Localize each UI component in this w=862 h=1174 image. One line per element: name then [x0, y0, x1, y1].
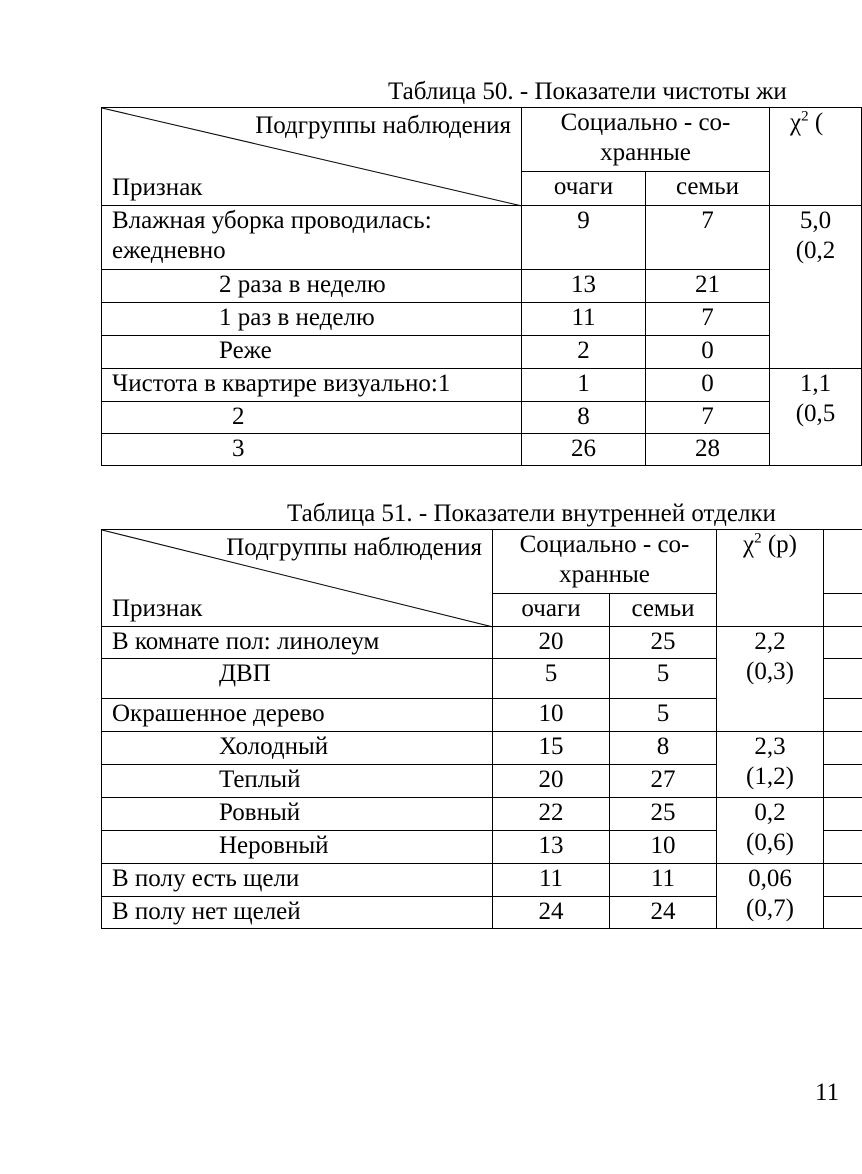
extra-col-cell [824, 594, 862, 627]
cell-ochagi: 22 [493, 798, 610, 831]
chi-cell [717, 798, 824, 864]
row-label: Окрашенное дерево [102, 699, 493, 732]
table-row [102, 402, 862, 434]
table-51-caption: Таблица 51. - Показатели внутренней отделки [287, 500, 776, 527]
table-51-corner-header [102, 530, 493, 627]
table-row [102, 434, 862, 466]
table-50 [101, 107, 862, 466]
chi-cell [717, 864, 824, 929]
header-col-semi: семьи [610, 594, 717, 627]
cell-semi: 21 [646, 270, 770, 303]
chi-cell [717, 732, 824, 798]
chi-suffix: ( [808, 109, 824, 136]
cell-semi: 10 [610, 831, 717, 864]
table-row [102, 732, 862, 765]
cell-semi: 8 [610, 732, 717, 765]
extra-col-cell [824, 699, 862, 732]
chi-cell [770, 369, 862, 466]
table-row [102, 303, 862, 336]
extra-col-cell [824, 732, 862, 765]
chi-sup: 2 [754, 530, 762, 547]
chi-p: (1,2) [746, 763, 794, 790]
chi-cell [770, 206, 862, 369]
cell-semi: 24 [610, 897, 717, 929]
cell-ochagi: 20 [493, 627, 610, 659]
chi-value: 1,1 [799, 370, 832, 397]
row-label: Холодный [102, 732, 493, 765]
header-col-ochagi: очаги [493, 594, 610, 627]
chi-p: (0,3) [746, 658, 794, 685]
cell-ochagi: 11 [493, 864, 610, 897]
cell-ochagi: 10 [493, 699, 610, 732]
cell-semi: 7 [646, 303, 770, 336]
cell-semi: 5 [610, 699, 717, 732]
extra-col-cell [824, 627, 862, 659]
cell-ochagi: 9 [522, 206, 646, 270]
row-label: Неровный [102, 831, 493, 864]
cell-ochagi: 13 [493, 831, 610, 864]
chi-sup: 2 [801, 108, 809, 125]
chi-p: (0,6) [746, 829, 794, 856]
cell-semi: 7 [646, 206, 770, 270]
row-label: В полу есть щели [102, 864, 493, 897]
header-feature: Признак [112, 174, 203, 201]
chi-value: 2,2 [754, 628, 786, 655]
cell-semi: 27 [610, 765, 717, 798]
header-group: Социально - со-хранные [522, 108, 770, 172]
header-subgroups: Подгруппы наблюдения [226, 534, 482, 561]
row-label: В комнате пол: линолеум [102, 627, 493, 659]
chi-value: 2,3 [754, 733, 786, 760]
cell-ochagi: 20 [493, 765, 610, 798]
row-label: 2 [102, 402, 522, 434]
cell-ochagi: 26 [522, 434, 646, 466]
chi-value: 0,06 [748, 865, 792, 892]
cell-ochagi: 15 [493, 732, 610, 765]
chi-p: (0,7) [746, 895, 794, 922]
chi-p: (0,2 [795, 237, 836, 264]
table-row [102, 627, 862, 659]
extra-col-cell [824, 765, 862, 798]
row-label: 3 [102, 434, 522, 466]
chi-suffix: (р) [761, 531, 797, 558]
row-label: 1 раз в неделю [102, 303, 522, 336]
header-feature: Признак [112, 595, 203, 622]
cell-ochagi: 24 [493, 897, 610, 929]
chi-symbol: χ [790, 109, 802, 136]
cell-semi: 25 [610, 627, 717, 659]
table-row [102, 864, 862, 897]
header-chi [770, 108, 862, 206]
table-50-corner-header [102, 108, 522, 206]
row-label: Теплый [102, 765, 493, 798]
extra-col-cell [824, 659, 862, 699]
cell-semi: 7 [646, 402, 770, 434]
table-50-caption: Таблица 50. - Показатели чистоты жи [388, 78, 787, 105]
extra-col-cell [824, 897, 862, 929]
page-number: 11 [815, 1079, 840, 1106]
extra-col-cell [824, 864, 862, 897]
table-row [102, 270, 862, 303]
table-51 [101, 529, 862, 929]
table-row [102, 369, 862, 402]
header-group: Социально - со-хранные [493, 530, 717, 594]
chi-value: 5,0 [799, 207, 832, 234]
header-col-ochagi: очаги [522, 172, 646, 206]
cell-ochagi: 1 [522, 369, 646, 402]
cell-ochagi: 8 [522, 402, 646, 434]
table-row [102, 206, 862, 270]
extra-col-cell [824, 831, 862, 864]
chi-symbol: χ [742, 531, 755, 558]
chi-cell [717, 627, 824, 732]
row-label: Реже [102, 336, 522, 369]
row-label: Чистота в квартире визуально:1 [102, 369, 522, 402]
chi-p: (0,5 [795, 400, 836, 427]
table-row [102, 336, 862, 369]
row-label: Влажная уборка проводилась: ежедневно [102, 206, 522, 270]
cell-ochagi: 11 [522, 303, 646, 336]
extra-col-cell [824, 798, 862, 831]
cell-semi: 11 [610, 864, 717, 897]
header-col-semi: семьи [646, 172, 770, 206]
extra-col-cell [824, 530, 862, 594]
cell-ochagi: 2 [522, 336, 646, 369]
row-label: В полу нет щелей [102, 897, 493, 929]
row-label: ДВП [102, 659, 493, 699]
cell-semi: 25 [610, 798, 717, 831]
row-label: Ровный [102, 798, 493, 831]
cell-semi: 28 [646, 434, 770, 466]
header-subgroups: Подгруппы наблюдения [255, 112, 511, 139]
cell-ochagi: 5 [493, 659, 610, 699]
row-label: 2 раза в неделю [102, 270, 522, 303]
cell-ochagi: 13 [522, 270, 646, 303]
cell-semi: 0 [646, 336, 770, 369]
cell-semi: 0 [646, 369, 770, 402]
chi-value: 0,2 [754, 799, 786, 826]
cell-semi: 5 [610, 659, 717, 699]
header-chi [717, 530, 824, 627]
table-row [102, 798, 862, 831]
